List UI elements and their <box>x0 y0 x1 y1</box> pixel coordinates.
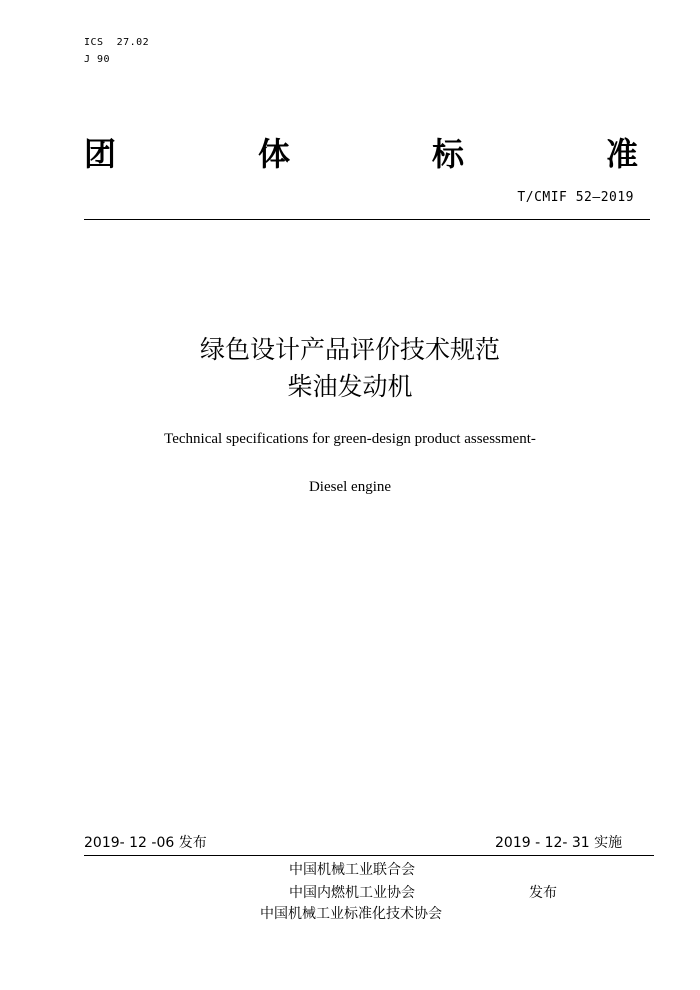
issued-label: 发布 <box>529 885 557 901</box>
top-divider <box>84 219 650 220</box>
standard-type-char-3: 标 <box>432 135 465 173</box>
chinese-title-line-1: 绿色设计产品评价技术规范 <box>199 335 500 364</box>
issuer-org-1: 中国机械工业联合会 <box>289 862 415 878</box>
bottom-divider <box>84 855 654 856</box>
publish-date: 2019- 12 -06 发布 <box>84 835 207 851</box>
standard-type-char-4: 准 <box>606 135 639 173</box>
english-title-line-2: Diesel engine <box>308 479 392 495</box>
issuer-org-2: 中国内燃机工业协会 <box>289 885 415 901</box>
issuer-org-3: 中国机械工业标准化技术协会 <box>260 906 442 922</box>
implementation-date: 2019 - 12- 31 实施 <box>495 835 623 851</box>
english-title-line-1: Technical specifications for green-design product assessment- <box>164 431 536 447</box>
standard-type-char-2: 体 <box>258 135 291 173</box>
chinese-title-line-2: 柴油发动机 <box>287 372 413 401</box>
classification-code: J 90 <box>84 54 111 65</box>
standard-number: T/CMIF 52—2019 <box>517 190 634 205</box>
standard-type-char-1: 团 <box>84 135 117 173</box>
ics-code: ICS 27.02 <box>84 37 150 48</box>
